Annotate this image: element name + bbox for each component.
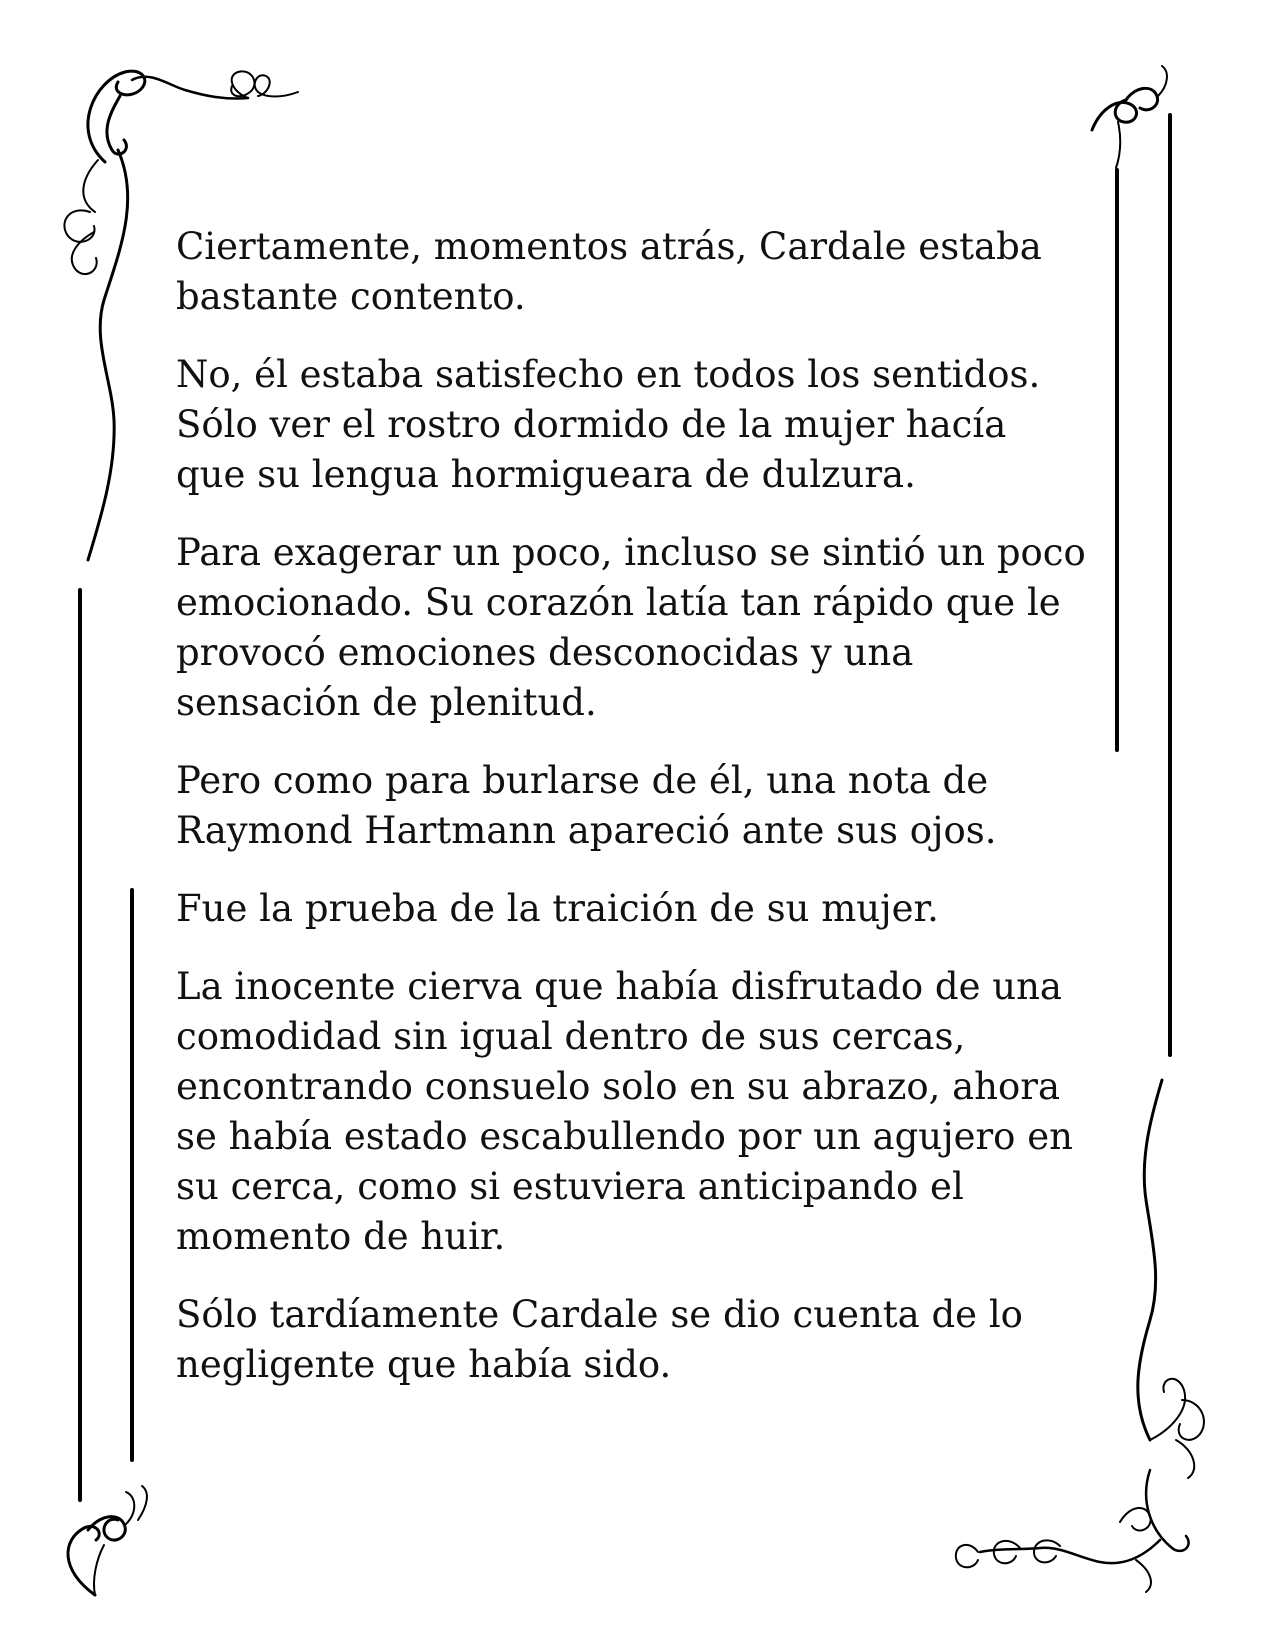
line: sensación de plenitud. [176,681,597,724]
line: se había estado escabullendo por un agujero en [176,1115,1073,1158]
paragraph-3 [176,528,1106,728]
line: Sólo ver el rostro dormido de la mujer hacía [176,403,1007,446]
line: Fue la prueba de la traición de su mujer. [176,887,939,930]
line: Pero como para burlarse de él, una nota de [176,759,989,802]
line: negligente que había sido. [176,1343,672,1386]
line: comodidad sin igual dentro de sus cercas, [176,1015,966,1058]
line: que su lengua hormigueara de dulzura. [176,453,916,496]
paragraph-2 [176,350,1106,500]
paragraph-1 [176,222,1106,322]
paragraph-7 [176,1290,1106,1390]
line: su cerca, como si estuviera anticipando el [176,1165,964,1208]
line: encontrando consuelo solo en su abrazo, ahora [176,1065,1061,1108]
line: No, él estaba satisfecho en todos los sentidos. [176,353,1041,396]
line: Sólo tardíamente Cardale se dio cuenta de lo [176,1293,1023,1336]
top-right-flourish [1092,66,1167,168]
line: Ciertamente, momentos atrás, Cardale estaba [176,225,1042,268]
narrative-text [176,222,1106,1418]
line: provocó emociones desconocidas y una [176,631,914,674]
paragraph-5 [176,884,1106,934]
bottom-left-flourish [68,1486,147,1595]
right-vine [1138,1080,1162,1440]
line: emocionado. Su corazón latía tan rápido que le [176,581,1061,624]
paragraph-4 [176,756,1106,856]
line: Raymond Hartmann apareció ante sus ojos. [176,809,997,852]
line: momento de huir. [176,1215,506,1258]
line: Para exagerar un poco, incluso se sintió un poco [176,531,1086,574]
line: La inocente cierva que había disfrutado de una [176,965,1062,1008]
paragraph-6 [176,962,1106,1262]
line: bastante contento. [176,275,526,318]
